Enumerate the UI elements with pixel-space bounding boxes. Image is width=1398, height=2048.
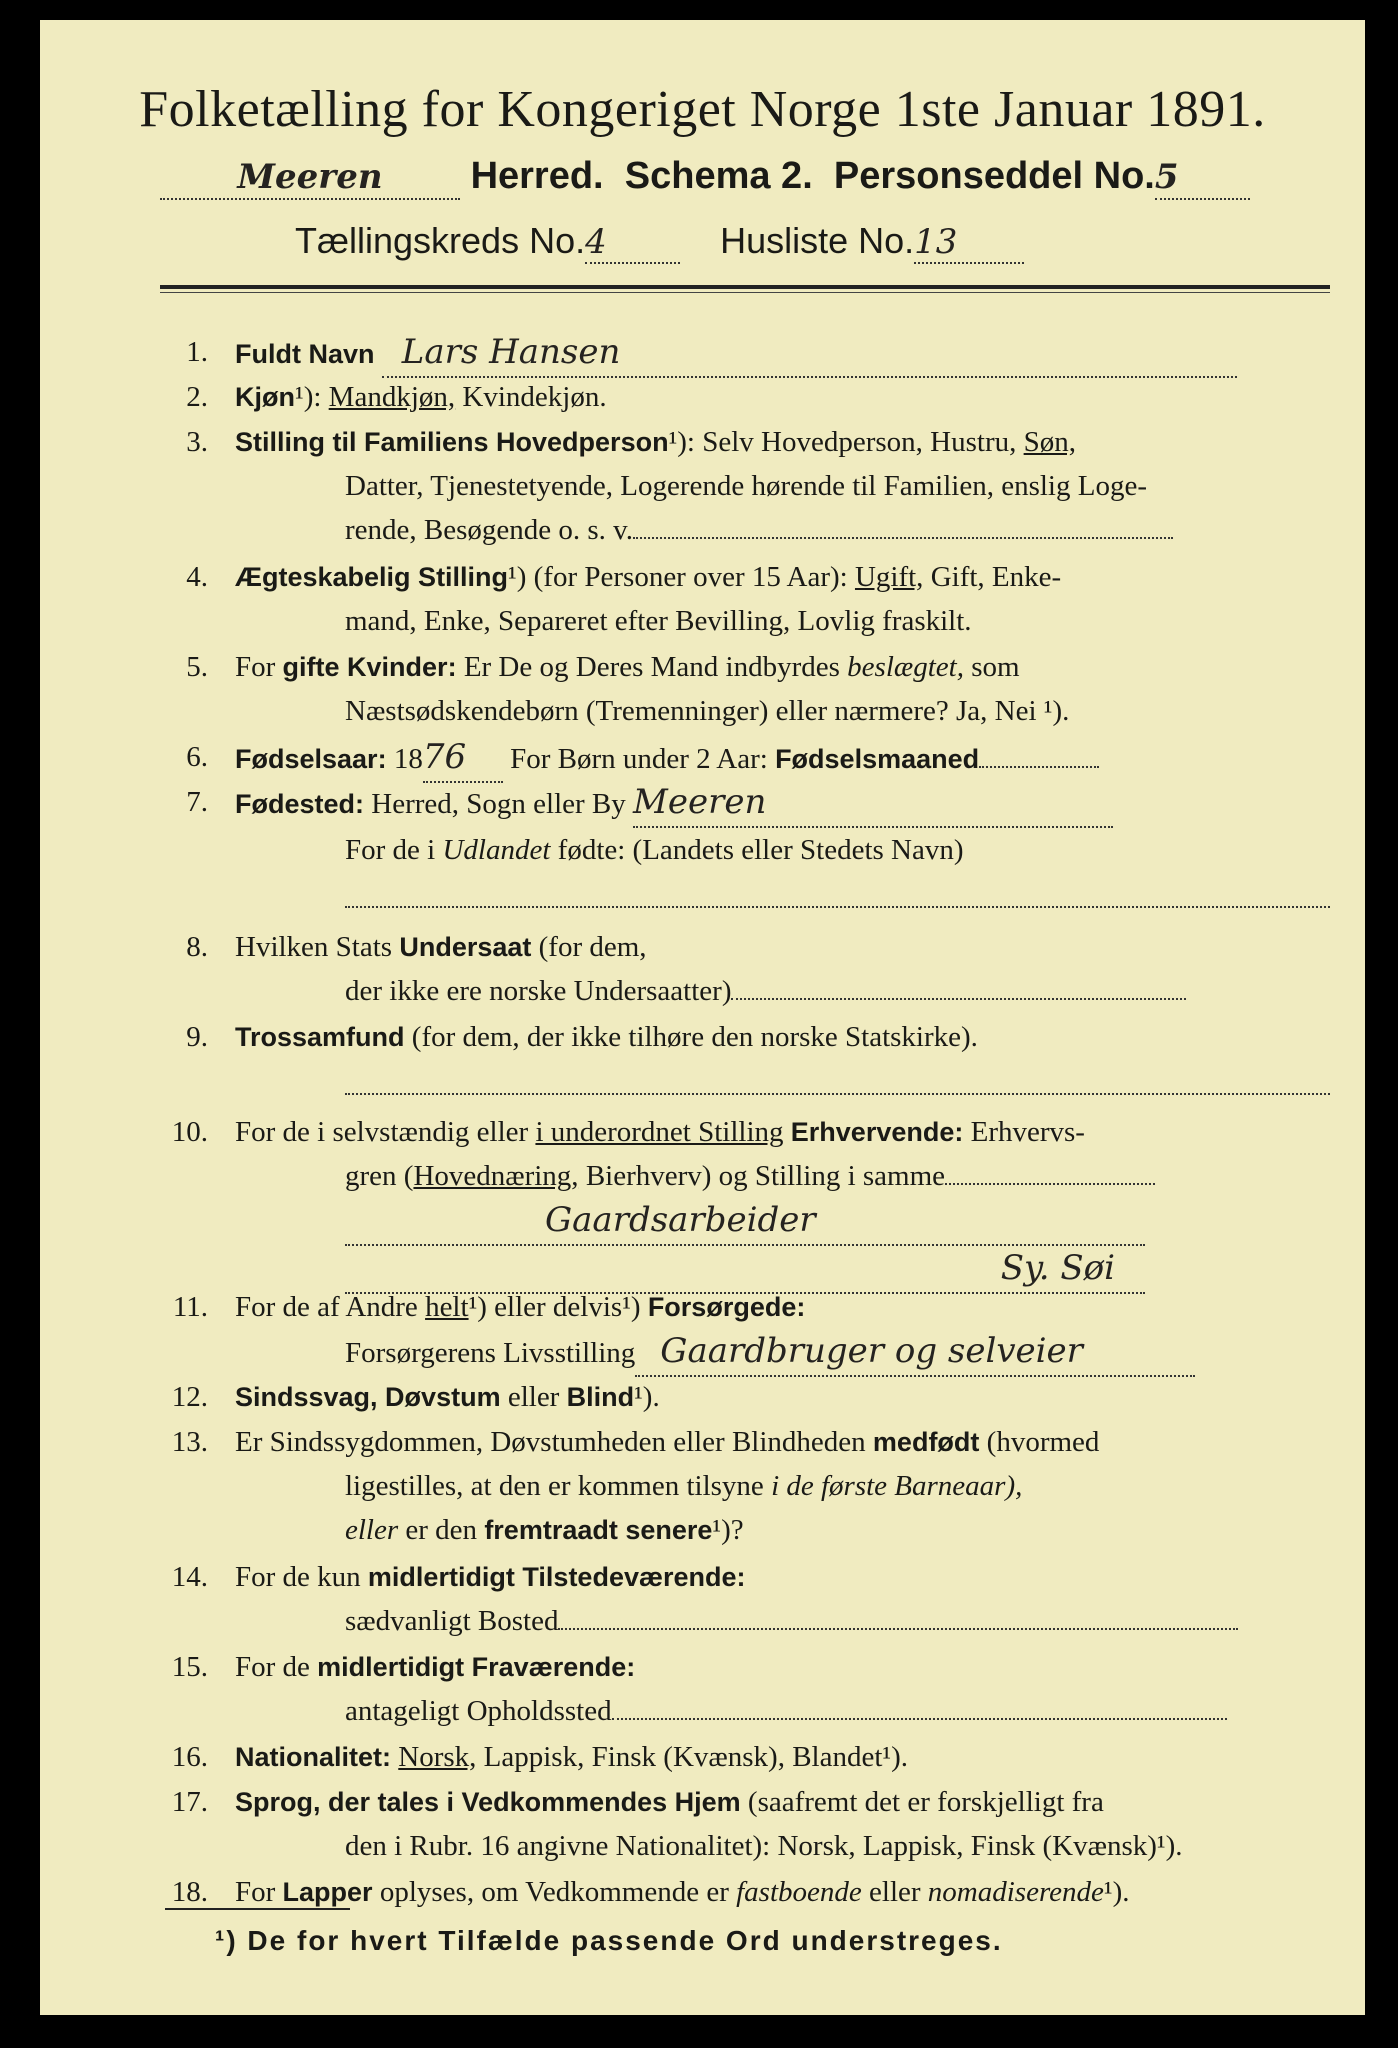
q16-options: Lappisk, Finsk (Kvænsk), Blandet¹). <box>483 1741 908 1773</box>
q13-childhood: i de første Barneaar), <box>771 1470 1023 1502</box>
question-family-options-cont: Datter, Tjenestetyende, Logerende hørende til Familien, enslig Loge- <box>345 470 1147 502</box>
q13-text2: (hvormed <box>986 1426 1100 1458</box>
item-number: 11. <box>172 1291 208 1323</box>
option-main-occupation-underlined: Hovednæring, <box>413 1160 579 1192</box>
question-temporarily-absent: midlertidigt Fraværende: <box>317 1652 636 1682</box>
blank-line <box>345 906 1330 908</box>
q13-or: eller <box>345 1514 399 1546</box>
option-son-underlined: Søn, <box>1023 426 1077 458</box>
question-occupation: Erhvervende: <box>790 1117 964 1147</box>
q10-cont: gren ( <box>345 1160 414 1192</box>
census-form <box>40 20 1365 2015</box>
q18-nomadic: nomadiserende <box>927 1876 1104 1908</box>
header-line-herred <box>160 155 1330 200</box>
option-unmarried-underlined: Ugift, <box>854 561 924 593</box>
answer-birth-year: 76 <box>422 737 467 777</box>
option-norwegian-underlined: Norsk, <box>398 1741 477 1773</box>
q15-text: For de <box>235 1651 310 1683</box>
header-line-kreds <box>295 220 1330 264</box>
q6-infant: For Børn under 2 Aar: <box>510 743 768 775</box>
personseddel-label: Personseddel No. <box>833 155 1155 197</box>
q13-marker: ¹)? <box>712 1514 744 1546</box>
birthplace-options: Herred, Sogn eller By <box>371 788 626 820</box>
q15-location: antageligt Opholdssted <box>345 1695 612 1727</box>
question-family-options: ¹): Selv Hovedperson, Hustru, <box>668 426 1017 458</box>
question-family-options-end: rende, Besøgende o. s. v. <box>345 514 634 546</box>
q7-abroad: For de i <box>345 834 436 866</box>
q5-cont: Næstsødskendebørn (Tremenninger) eller nærmere? Ja, Nei ¹). <box>345 695 1070 727</box>
husliste-label: Husliste No. <box>720 220 915 261</box>
q18-settled: fastboende <box>736 1876 862 1908</box>
husliste-value: 13 <box>914 222 958 262</box>
q13-text3: er den <box>405 1514 478 1546</box>
answer-occupation: Gaardsarbeider <box>545 1200 816 1240</box>
question-disability: Sindssvag, Døvstum <box>235 1382 501 1412</box>
form-title: Folketælling for Kongeriget Norge 1ste Januar 1891. <box>139 81 1266 138</box>
header-rule-thin <box>160 292 1330 293</box>
birth-year-prefix: 18 <box>393 743 423 775</box>
question-religion: Trossamfund <box>235 1022 405 1052</box>
q12-marker: ¹). <box>634 1381 660 1413</box>
question-marital-qualifier: ¹) (for Personer over 15 Aar): <box>508 561 848 593</box>
item-number: 14. <box>171 1561 208 1593</box>
question-full-name: Fuldt Navn <box>235 339 375 369</box>
answer-birthplace: Meeren <box>633 782 767 822</box>
q18-marker: ¹). <box>1103 1876 1130 1908</box>
q12-or: eller <box>507 1381 560 1413</box>
q17-cont: den i Rubr. 16 angivne Nationalitet): Norsk, Lappisk, Finsk (Kvænsk)¹). <box>345 1830 1183 1862</box>
item-number: 6. <box>186 741 208 773</box>
header-rule <box>160 285 1330 289</box>
marital-options-cont: mand, Enke, Separeret efter Bevilling, Lovlig fraskilt. <box>345 605 972 637</box>
q11-text: For de af Andre <box>235 1291 418 1323</box>
q5-text3: som <box>971 651 1020 683</box>
option-female: Kvindekjøn. <box>462 381 607 413</box>
item-number: 10. <box>171 1116 208 1148</box>
q7-abroad-italic: Udlandet <box>442 834 551 866</box>
item-number: 13. <box>171 1426 208 1458</box>
question-sami: Lapper <box>282 1877 373 1907</box>
q5-text2: Er De og Deres Mand indbyrdes <box>463 651 840 683</box>
question-birth-year: Fødselsaar: <box>235 744 387 774</box>
blank-line <box>345 1093 1330 1095</box>
q7-abroad-cont: fødte: (Landets eller Stedets Navn) <box>557 834 964 866</box>
question-dependents: Forsørgede: <box>647 1292 806 1322</box>
item-number: 3. <box>186 426 208 458</box>
q17-text: (saafremt det er forskjelligt fra <box>747 1786 1104 1818</box>
footnote-marker: ¹): <box>295 381 322 413</box>
question-birth-month: Fødselsmaaned <box>775 744 980 774</box>
option-subordinate-underlined: i underordnet Stilling <box>535 1116 784 1148</box>
q8-cont: der ikke ere norske Undersaatter) <box>345 975 732 1007</box>
q10-text2: Erhvervs- <box>970 1116 1085 1148</box>
item-number: 8. <box>186 931 208 963</box>
q18-or: eller <box>869 1876 921 1908</box>
personseddel-value: 5 <box>1154 157 1179 197</box>
q18-text: For <box>235 1876 276 1908</box>
q9-text: (for dem, der ikke tilhøre den norske Statskirke). <box>411 1021 978 1053</box>
answer-occupation-2: Sy. Søi <box>1000 1248 1115 1288</box>
answer-provider: Gaardbruger og selveier <box>660 1331 1083 1371</box>
item-number: 17. <box>171 1786 208 1818</box>
footnote: ¹) De for hvert Tilfælde passende Ord understreges. <box>215 1925 1003 1956</box>
q13-text: Er Sindssygdommen, Døvstumheden eller Blindheden <box>235 1426 866 1458</box>
q10-text: For de i selvstændig eller <box>235 1116 529 1148</box>
item-number: 18. <box>171 1876 208 1908</box>
q5-text: For <box>235 651 276 683</box>
q13-cont: ligestilles, at den er kommen tilsyne <box>345 1470 764 1502</box>
item-number: 1. <box>186 336 208 368</box>
option-fully-underlined: helt <box>425 1291 469 1323</box>
item-number: 4. <box>186 561 208 593</box>
item-number: 12. <box>171 1381 208 1413</box>
question-blind: Blind <box>566 1382 635 1412</box>
q11-provider: Forsørgerens Livsstilling <box>345 1337 636 1369</box>
footnote-rule <box>165 1908 350 1910</box>
answer-full-name: Lars Hansen <box>401 332 621 372</box>
question-congenital: medfødt <box>872 1427 980 1457</box>
question-language: Sprog, der tales i Vedkommendes Hjem <box>235 1787 741 1817</box>
question-married-women: gifte Kvinder: <box>282 652 457 682</box>
q10-cont2: Bierhverv) og Stilling i samme <box>585 1160 946 1192</box>
q14-text: For de kun <box>235 1561 361 1593</box>
q8-text: Hvilken Stats <box>235 931 393 963</box>
item-number: 9. <box>186 1021 208 1053</box>
q8-text2: (for dem, <box>538 931 647 963</box>
q18-text2: oplyses, om Vedkommende er <box>379 1876 729 1908</box>
question-temporarily-present: midlertidigt Tilstedeværende: <box>367 1562 746 1592</box>
q14-residence: sædvanligt Bosted <box>345 1605 559 1637</box>
item-number: 5. <box>186 651 208 683</box>
question-later: fremtraadt senere <box>484 1515 713 1545</box>
option-male-underlined: Mandkjøn, <box>328 381 456 413</box>
kreds-label: Tællingskreds No. <box>295 220 586 261</box>
kreds-value: 4 <box>585 222 607 262</box>
question-sex: Kjøn <box>235 382 295 412</box>
option-married: Gift, Enke- <box>930 561 1062 593</box>
herred-label: Herred. <box>470 155 604 197</box>
question-nationality: Nationalitet: <box>235 1742 392 1772</box>
item-number: 2. <box>186 381 208 413</box>
question-family-position: Stilling til Familiens Hovedperson <box>235 427 669 457</box>
q5-related: beslægtet, <box>847 651 964 683</box>
item-number: 16. <box>171 1741 208 1773</box>
question-marital-status: Ægteskabelig Stilling <box>235 562 509 592</box>
item-number: 15. <box>171 1651 208 1683</box>
q11-text2: ¹) eller delvis¹) <box>468 1291 641 1323</box>
herred-value: Meeren <box>237 157 383 197</box>
item-number: 7. <box>186 786 208 818</box>
question-birthplace: Fødested: <box>235 789 365 819</box>
question-citizenship: Undersaat <box>399 932 532 962</box>
schema-label: Schema 2. <box>624 155 813 197</box>
